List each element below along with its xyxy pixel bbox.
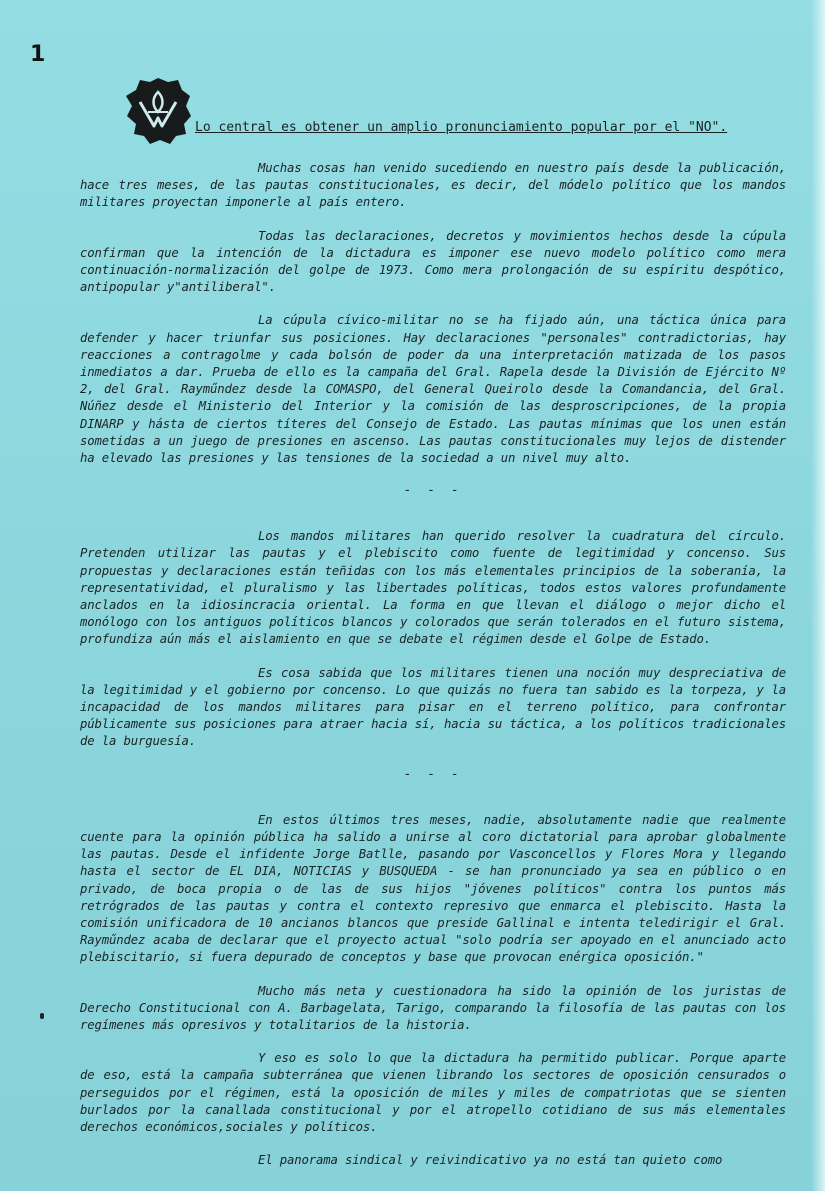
- ink-mark: [40, 1013, 44, 1019]
- paragraph: Es cosa sabida que los militares tienen una noción muy despreciativa de la legitimidad y el gobierno por concenso. Lo que quizás no fuera tan sabido es la torpeza, y la incapacidad de los mandos militares para pisar en el terreno político, para confrontar públicamente sus posiciones para atraer hacia sí, hacia su táctica, a los políticos tradicionales de la burguesía.: [80, 665, 786, 749]
- paragraph: El panorama sindical y reivindicativo ya no está tan quieto como: [258, 1153, 723, 1168]
- paragraph: Todas las declaraciones, decretos y movimientos hechos desde la cúpula confirman que la intención de la dictadura es imponer ese nuevo modelo político como mera continuación-normalización del golpe de 1973. Como mera prolongación de su espíritu despótico, antipopular y"antiliberal".: [80, 228, 786, 295]
- paragraph: La cúpula cívico-militar no se ha fijado aún, una táctica única para defender y hacer triunfar sus posiciones. Hay declaraciones "personales" contradictorias, hay reacciones a contragolme y cada bolsón de poder da una interpretación matizada de los pasos inmediatos a dar. Prueba de ello es la campaña del Gral. Rapela desde la División de Ejército Nº 2, del Gral. Rayműndez desde la COMASPO, del General Queirolo desde la Comandancia, del Gral. Núñez desde el Ministerio del Interior y la comisión de las desproscripciones, de la propia DINARP y hásta de ciertos títeres del Consejo de Estado. Las pautas mínimas que los unen están sometidas a un juego de presiones en ascenso. Las pautas constitucionales muy lejos de distender ha elevado las presiones y las tensiones de la sociedad a un nivel muy alto.: [80, 313, 786, 466]
- paragraph: Y eso es solo lo que la dictadura ha permitido publicar. Porque aparte de eso, está la campaña subterránea que vienen librando los sectores de oposición censurados o perseguidos por el régimen, está la oposición de miles y miles de compatriotas que se sienten burlados por la canallada constitucional y por el atropello cotidiano de sus más elementales derechos económicos,sociales y políticos.: [80, 1051, 786, 1134]
- paragraph: En estos últimos tres meses, nadie, absolutamente nadie que realmente cuente para la opinión pública ha salido a unirse al coro dictatorial para aprobar globalmente las pautas. Desde el infidente Jorge Batlle, pasando por Vasconcellos y Flores Mora y llegando hasta el sector de EL DIA, NOTICIAS y BUSQUEDA - se han pronunciado ya sea en público o en privado, de boca propia o de las de sus hijos "jóvenes políticos" contra los puntos más retrógrados de las pautas y contra el contexto represivo que enmarca el plebiscito. Hasta la comisión unificadora de 10 ancianos blancos que preside Gallinal e intenta teledirigir el Gral. Rayműndez acaba de declarar que el proyecto actual "solo podría ser apoyado en el anunciado acto plebiscitario, si fuera depurado de conceptos y base que provocan enérgica oposición.": [80, 812, 786, 965]
- paragraph: Muchas cosas han venido sucediendo en nuestro país desde la publicación, hace tres meses, de las pautas constitucionales, es decir, del módelo político que los mandos militares proyectan imponerle al país entero.: [80, 161, 786, 210]
- page-number: 1: [30, 42, 46, 67]
- paragraph: Los mandos militares han querido resolver la cuadratura del círculo. Pretenden utilizar las pautas y el plebiscito como fuente de legitimidad y concenso. Sus propuestas y declaraciones están teñidas con los más elementales principios de la soberanía, la representatividad, el pluralismo y las libertades políticas, todos estos valores profundamente anclados en la idiosincracia oriental. La forma en que llevan el diálogo o mejor dicho el monólogo con los antiguos políticos blancos y colorados que serán tolerados en el futuro sistema, profundiza aún más el aislamiento en que se debate el régimen desde el Golpe de Estado.: [80, 529, 786, 647]
- paragraph: Mucho más neta y cuestionadora ha sido la opinión de los juristas de Derecho Constitucional con A. Barbagelata, Tarigo, comparando la filosofía de las pautas con los regímenes más opresivos y totalitarios de la historia.: [80, 983, 786, 1032]
- article-body: [80, 160, 786, 1185]
- section-separator: - - -: [403, 483, 463, 499]
- seal-logo-icon: [124, 76, 192, 146]
- section-separator: - - -: [403, 766, 463, 782]
- headline: Lo central es obtener un amplio pronunciamiento popular por el "NO".: [195, 120, 728, 135]
- paper-edge: [811, 0, 825, 1191]
